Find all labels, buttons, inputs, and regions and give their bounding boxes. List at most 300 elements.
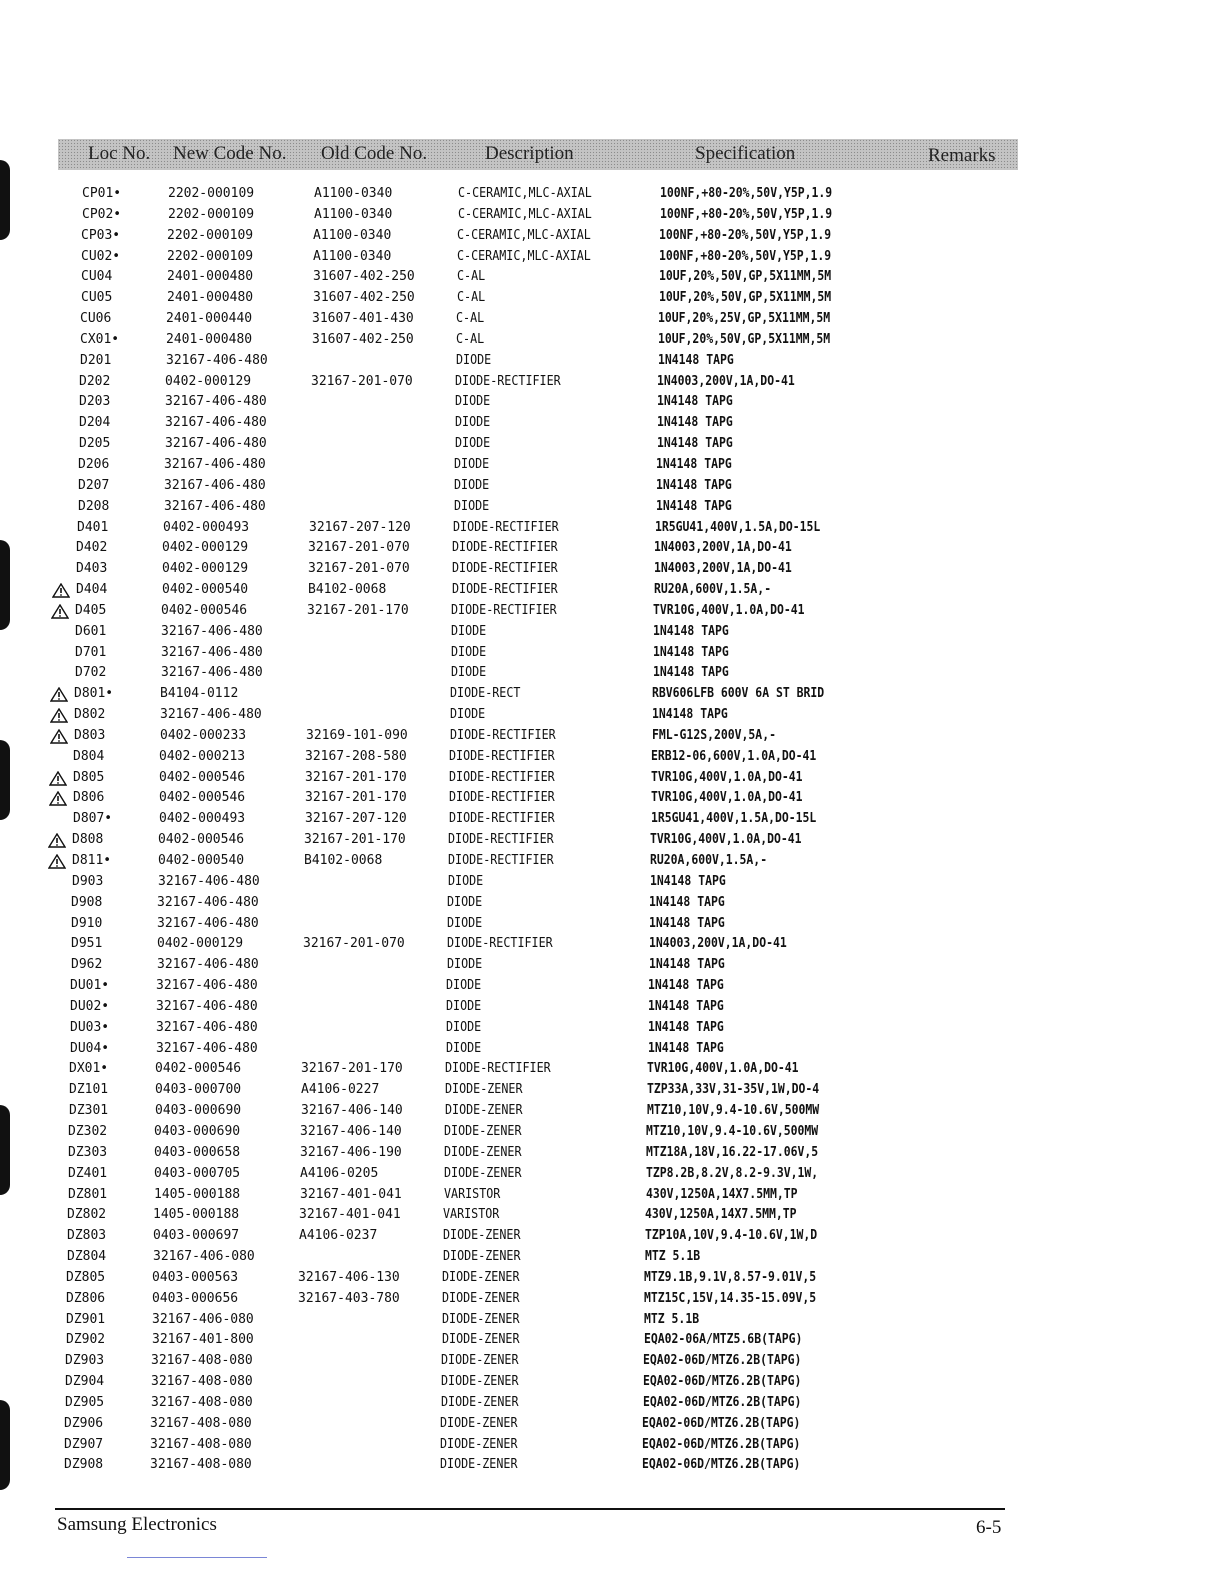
loc-no-cell	[74, 726, 152, 746]
specification-cell: TVR10G,400V,1.0A,DO-41	[653, 602, 805, 618]
specification-cell: 1N4148 TAPG	[652, 707, 728, 723]
specification-cell: TVR10G,400V,1.0A,DO-41	[647, 1061, 799, 1077]
table-row	[0, 288, 1223, 309]
table-row	[0, 518, 1219, 539]
loc-no-cell	[65, 1393, 143, 1413]
loc-no-text: DZ804	[67, 1249, 107, 1265]
description-cell: C-CERAMIC,MLC-AXIAL	[458, 186, 592, 201]
loc-no-text: CP02•	[82, 206, 122, 222]
old-code-cell: 32167-201-070	[311, 373, 413, 389]
new-code-cell: 32167-408-080	[150, 1436, 252, 1452]
loc-no-text: DU04•	[70, 1040, 110, 1056]
new-code-cell: 2401-000480	[167, 290, 254, 306]
loc-no-cell	[72, 851, 150, 871]
new-code-cell: 32167-406-480	[156, 1040, 258, 1056]
table-row	[0, 622, 1217, 643]
loc-no-cell	[69, 1101, 147, 1121]
loc-no-text: D803	[74, 727, 106, 743]
table-row	[0, 601, 1217, 622]
loc-no-text: D802	[74, 707, 106, 723]
loc-no-cell	[82, 184, 160, 204]
loc-no-text: CU05	[81, 290, 113, 306]
old-code-cell: 31607-402-250	[313, 290, 415, 306]
new-code-cell: 0402-000546	[161, 602, 248, 618]
table-row	[0, 934, 1213, 955]
description-cell: C-AL	[457, 290, 486, 306]
loc-no-cell	[80, 351, 158, 371]
loc-no-cell	[73, 788, 151, 808]
specification-cell: EQA02-06D/MTZ6.2B(TAPG)	[643, 1394, 802, 1410]
old-code-cell: A4106-0237	[299, 1228, 378, 1244]
specification-cell: 10UF,20%,50V,GP,5X11MM,5M	[658, 331, 831, 347]
loc-no-cell	[70, 1018, 148, 1038]
new-code-cell: 1405-000188	[153, 1207, 240, 1223]
header-specification: Specification	[695, 143, 796, 164]
table-row	[0, 1101, 1211, 1122]
description-cell: DIODE	[450, 707, 486, 723]
specification-cell: 1N4148 TAPG	[657, 415, 733, 431]
loc-no-cell	[81, 288, 159, 308]
new-code-cell: 32167-406-480	[166, 352, 268, 368]
loc-no-text: D404	[76, 582, 108, 598]
description-cell: DIODE-RECTIFIER	[448, 832, 554, 848]
specification-cell: 100NF,+80-20%,50V,Y5P,1.9	[659, 227, 832, 243]
header-old-code-no: Old Code No.	[321, 143, 428, 164]
loc-no-cell	[64, 1414, 142, 1434]
loc-no-cell	[76, 538, 154, 558]
warning-triangle-icon	[50, 708, 68, 723]
loc-no-cell	[75, 663, 153, 683]
table-row	[0, 788, 1215, 809]
loc-no-cell	[78, 476, 156, 496]
new-code-cell: 0402-000546	[158, 832, 245, 848]
description-cell: DIODE-RECTIFIER	[452, 582, 558, 598]
new-code-cell: 1405-000188	[154, 1186, 241, 1202]
loc-no-text: DZ903	[65, 1353, 105, 1369]
description-cell: DIODE-RECT	[450, 686, 521, 702]
header-remarks: Remarks	[928, 145, 996, 166]
new-code-cell: 0402-000129	[157, 936, 244, 952]
loc-no-text: CX01•	[80, 331, 120, 347]
specification-cell: TZP10A,10V,9.4-10.6V,1W,D	[645, 1228, 818, 1244]
specification-cell: 1N4148 TAPG	[648, 1019, 724, 1035]
table-row	[0, 768, 1215, 789]
new-code-cell: 2401-000480	[167, 269, 254, 285]
table-row	[0, 976, 1212, 997]
page-number: 6-5	[976, 1517, 1002, 1538]
description-cell: DIODE	[451, 644, 487, 660]
specification-cell: TZP33A,33V,31-35V,1W,DO-4	[647, 1082, 820, 1098]
new-code-cell: 32167-406-480	[157, 894, 259, 910]
specification-cell: RU20A,600V,1.5A,-	[654, 582, 772, 598]
specification-cell: ERB12-06,600V,1.0A,DO-41	[651, 748, 817, 764]
table-row	[0, 684, 1216, 705]
loc-no-cell	[70, 976, 148, 996]
table-row	[0, 1039, 1212, 1060]
loc-no-cell	[64, 1435, 142, 1455]
table-row	[0, 1351, 1207, 1372]
description-cell: DIODE-ZENER	[444, 1123, 522, 1139]
loc-no-cell	[79, 434, 157, 454]
loc-no-text: D903	[72, 873, 104, 889]
table-row	[0, 538, 1218, 559]
description-cell: DIODE-ZENER	[441, 1353, 519, 1369]
table-row	[0, 184, 1224, 205]
new-code-cell: 0402-000546	[155, 1061, 242, 1077]
new-code-cell: 0403-000656	[152, 1290, 239, 1306]
table-row	[0, 1310, 1208, 1331]
specification-cell: 1R5GU41,400V,1.5A,DO-15L	[651, 811, 817, 827]
loc-no-text: DZ101	[69, 1082, 109, 1098]
description-cell: DIODE-RECTIFIER	[448, 853, 554, 868]
old-code-cell: 32167-201-170	[307, 602, 409, 618]
old-code-cell: 31607-402-250	[313, 269, 415, 285]
new-code-cell: 0403-000700	[155, 1082, 242, 1098]
specification-cell: 100NF,+80-20%,50V,Y5P,1.9	[660, 186, 833, 201]
old-code-cell: A1100-0340	[313, 227, 392, 243]
specification-cell: 1N4148 TAPG	[656, 498, 732, 514]
specification-cell: MTZ 5.1B	[645, 1249, 701, 1265]
description-cell: DIODE-ZENER	[442, 1269, 520, 1285]
specification-cell: 1N4003,200V,1A,DO-41	[657, 373, 795, 389]
old-code-cell: 32167-403-780	[298, 1290, 400, 1306]
table-row	[0, 455, 1220, 476]
new-code-cell: 32167-406-080	[152, 1311, 254, 1327]
description-cell: DIODE-RECTIFIER	[451, 602, 557, 618]
description-cell: DIODE-ZENER	[445, 1082, 523, 1098]
description-cell: DIODE	[454, 498, 490, 514]
old-code-cell: A1100-0340	[313, 248, 392, 264]
specification-cell: 1N4003,200V,1A,DO-41	[649, 936, 787, 952]
old-code-cell: A4106-0205	[300, 1165, 379, 1181]
loc-no-text: D807•	[73, 811, 113, 827]
table-row	[0, 747, 1215, 768]
specification-cell: 1N4148 TAPG	[653, 644, 729, 660]
loc-no-cell	[74, 684, 152, 704]
loc-no-text: D801•	[74, 686, 114, 702]
table-row	[0, 580, 1218, 601]
specification-cell: 1N4148 TAPG	[653, 623, 729, 639]
description-cell: DIODE	[447, 894, 483, 910]
warning-triangle-icon	[51, 604, 69, 619]
table-row	[0, 226, 1223, 247]
old-code-cell: 31607-402-250	[312, 331, 414, 347]
description-cell: DIODE-RECTIFIER	[449, 748, 555, 764]
footer-company: Samsung Electronics	[57, 1514, 217, 1535]
description-cell: DIODE-RECTIFIER	[449, 811, 555, 827]
description-cell: DIODE-RECTIFIER	[449, 790, 555, 806]
loc-no-cell	[66, 1268, 144, 1288]
description-cell: C-CERAMIC,MLC-AXIAL	[457, 227, 591, 243]
table-row	[0, 1205, 1209, 1226]
new-code-cell: 32167-406-480	[165, 415, 267, 431]
loc-no-cell	[68, 1143, 146, 1163]
old-code-cell: 32167-201-170	[305, 790, 407, 806]
specification-cell: MTZ10,10V,9.4-10.6V,500MW	[647, 1103, 820, 1119]
description-cell: DIODE	[448, 873, 484, 889]
description-cell: DIODE-ZENER	[441, 1394, 519, 1410]
header-description: Description	[485, 143, 574, 164]
description-cell: DIODE-ZENER	[445, 1103, 523, 1119]
table-row	[0, 392, 1221, 413]
warning-triangle-icon	[49, 771, 67, 786]
loc-no-cell	[74, 705, 152, 725]
specification-cell: 1N4148 TAPG	[656, 477, 732, 493]
new-code-cell: 2202-000109	[168, 186, 255, 201]
description-cell: DIODE-RECTIFIER	[452, 561, 558, 577]
warning-triangle-icon	[48, 833, 66, 848]
old-code-cell: B4102-0068	[308, 582, 387, 598]
loc-no-text: DZ902	[66, 1332, 106, 1348]
loc-no-text: D403	[76, 561, 108, 577]
loc-no-cell	[70, 997, 148, 1017]
warning-triangle-icon	[50, 687, 68, 702]
old-code-cell: 32167-201-070	[308, 540, 410, 556]
description-cell: DIODE-ZENER	[441, 1374, 519, 1390]
table-row	[0, 413, 1221, 434]
old-code-cell: 32167-406-140	[300, 1123, 402, 1139]
old-code-cell: 32167-208-580	[305, 748, 407, 764]
loc-no-text: CU02•	[81, 248, 121, 264]
loc-no-cell	[79, 392, 157, 412]
specification-cell: MTZ 5.1B	[644, 1311, 700, 1327]
new-code-cell: 2401-000440	[166, 311, 253, 327]
description-cell: DIODE	[446, 1040, 482, 1056]
loc-no-text: DZ906	[64, 1415, 104, 1431]
old-code-cell: 32167-406-140	[301, 1103, 403, 1119]
loc-no-text: D702	[75, 665, 107, 681]
loc-no-text: D811•	[72, 853, 112, 868]
specification-cell: 10UF,20%,25V,GP,5X11MM,5M	[658, 311, 831, 327]
loc-no-cell	[69, 1059, 147, 1079]
table-row	[0, 663, 1217, 684]
specification-cell: 10UF,20%,50V,GP,5X11MM,5M	[659, 290, 832, 306]
old-code-cell: 32167-201-070	[303, 936, 405, 952]
loc-no-text: DU02•	[70, 998, 110, 1014]
loc-no-text: D806	[73, 790, 105, 806]
new-code-cell: 32167-406-480	[164, 498, 266, 514]
loc-no-text: CP01•	[82, 186, 122, 201]
specification-cell: TVR10G,400V,1.0A,DO-41	[651, 790, 803, 806]
old-code-cell: A4106-0227	[301, 1082, 380, 1098]
description-cell: C-CERAMIC,MLC-AXIAL	[457, 248, 591, 264]
table-row	[0, 1185, 1210, 1206]
table-row	[0, 1247, 1209, 1268]
description-cell: DIODE-RECTIFIER	[452, 540, 558, 556]
loc-no-text: D204	[79, 415, 111, 431]
table-row	[0, 1018, 1212, 1039]
specification-cell: RU20A,600V,1.5A,-	[650, 853, 768, 868]
loc-no-text: DZ401	[68, 1165, 108, 1181]
description-cell: DIODE	[447, 915, 483, 931]
description-cell: DIODE-RECTIFIER	[450, 727, 556, 743]
loc-no-cell	[66, 1330, 144, 1350]
table-row	[0, 997, 1212, 1018]
table-row	[0, 559, 1218, 580]
loc-no-text: DZ908	[64, 1457, 104, 1473]
table-row	[0, 1164, 1210, 1185]
specification-cell: MTZ9.1B,9.1V,8.57-9.01V,5	[644, 1269, 817, 1285]
new-code-cell: 32167-406-480	[164, 477, 266, 493]
specification-cell: 10UF,20%,50V,GP,5X11MM,5M	[659, 269, 832, 285]
new-code-cell: 2401-000480	[166, 331, 253, 347]
warning-triangle-icon	[50, 729, 68, 744]
table-row	[0, 267, 1223, 288]
specification-cell: MTZ18A,18V,16.22-17.06V,5	[646, 1144, 819, 1160]
specification-cell: EQA02-06D/MTZ6.2B(TAPG)	[643, 1353, 802, 1369]
new-code-cell: 0402-000129	[162, 561, 249, 577]
new-code-cell: 32167-408-080	[150, 1415, 252, 1431]
description-cell: VARISTOR	[444, 1186, 501, 1202]
loc-no-cell	[65, 1372, 143, 1392]
loc-no-text: DZ907	[64, 1436, 104, 1452]
new-code-cell: 0403-000705	[154, 1165, 241, 1181]
old-code-cell: 32167-201-170	[301, 1061, 403, 1077]
description-cell: DIODE	[455, 436, 491, 452]
loc-no-cell	[73, 747, 151, 767]
table-row	[0, 809, 1215, 830]
table-row	[0, 872, 1214, 893]
old-code-cell: 32167-401-041	[299, 1207, 401, 1223]
old-code-cell: 32167-401-041	[300, 1186, 402, 1202]
loc-no-cell	[66, 1310, 144, 1330]
table-row	[0, 705, 1216, 726]
new-code-cell: 32167-408-080	[151, 1353, 253, 1369]
new-code-cell: 0402-000546	[159, 769, 246, 785]
specification-cell: 1N4148 TAPG	[648, 1040, 724, 1056]
description-cell: DIODE-ZENER	[440, 1436, 518, 1452]
loc-no-text: D405	[75, 602, 107, 618]
new-code-cell: 0403-000690	[154, 1123, 241, 1139]
loc-no-cell	[78, 455, 156, 475]
new-code-cell: 0402-000540	[162, 582, 249, 598]
loc-no-text: D206	[78, 456, 110, 472]
loc-no-text: DZ803	[67, 1228, 107, 1244]
loc-no-text: D804	[73, 748, 105, 764]
loc-no-text: D962	[71, 957, 103, 973]
specification-cell: EQA02-06D/MTZ6.2B(TAPG)	[642, 1457, 801, 1473]
specification-cell: 1N4148 TAPG	[650, 873, 726, 889]
loc-no-text: D201	[80, 352, 112, 368]
loc-no-text: D910	[71, 915, 103, 931]
table-row	[0, 1455, 1206, 1476]
new-code-cell: 32167-406-080	[153, 1249, 255, 1265]
specification-cell: 1N4148 TAPG	[658, 352, 734, 368]
description-cell: DIODE-ZENER	[442, 1290, 520, 1306]
specification-cell: TVR10G,400V,1.0A,DO-41	[650, 832, 802, 848]
loc-no-text: DZ302	[68, 1123, 108, 1139]
table-row	[0, 330, 1222, 351]
loc-no-cell	[75, 601, 153, 621]
loc-no-text: D401	[77, 519, 109, 535]
table-row	[0, 434, 1221, 455]
table-row	[0, 1393, 1207, 1414]
description-cell: DIODE-ZENER	[440, 1457, 518, 1473]
new-code-cell: 32167-406-480	[160, 707, 262, 723]
loc-no-text: D805	[73, 769, 105, 785]
old-code-cell: A1100-0340	[314, 206, 393, 222]
description-cell: DIODE-RECTIFIER	[445, 1061, 551, 1077]
loc-no-cell	[67, 1226, 145, 1246]
table-row	[0, 1122, 1210, 1143]
loc-no-text: DZ801	[68, 1186, 108, 1202]
specification-cell: 1N4148 TAPG	[648, 998, 724, 1014]
loc-no-text: DZ802	[67, 1207, 107, 1223]
new-code-cell: 32167-408-080	[150, 1457, 252, 1473]
specification-cell: 1N4148 TAPG	[653, 665, 729, 681]
new-code-cell: 32167-401-800	[152, 1332, 254, 1348]
table-row	[0, 1414, 1206, 1435]
specification-cell: 1N4003,200V,1A,DO-41	[654, 561, 792, 577]
loc-no-cell	[67, 1247, 145, 1267]
table-row	[0, 955, 1213, 976]
loc-no-text: CP03•	[81, 227, 121, 243]
table-row	[0, 1080, 1211, 1101]
specification-cell: EQA02-06D/MTZ6.2B(TAPG)	[642, 1415, 801, 1431]
old-code-cell: 32167-207-120	[305, 811, 407, 827]
footer-divider	[55, 1508, 1005, 1510]
table-row	[0, 1330, 1208, 1351]
new-code-cell: 32167-406-480	[158, 873, 260, 889]
loc-no-cell	[69, 1080, 147, 1100]
specification-cell: 1R5GU41,400V,1.5A,DO-15L	[655, 519, 821, 535]
warning-triangle-icon	[48, 854, 66, 869]
description-cell: DIODE-ZENER	[444, 1144, 522, 1160]
new-code-cell: 32167-406-480	[156, 998, 258, 1014]
new-code-cell: 32167-406-480	[165, 436, 267, 452]
new-code-cell: 0402-000129	[165, 373, 252, 389]
description-cell: DIODE-ZENER	[442, 1311, 520, 1327]
bottom-rule	[127, 1557, 267, 1558]
header-loc-no: Loc No.	[88, 143, 151, 164]
description-cell: DIODE-ZENER	[442, 1332, 520, 1348]
new-code-cell: 32167-408-080	[151, 1394, 253, 1410]
table-row	[0, 205, 1224, 226]
loc-no-text: CU06	[80, 311, 112, 327]
loc-no-cell	[72, 830, 150, 850]
loc-no-cell	[77, 518, 155, 538]
loc-no-cell	[73, 768, 151, 788]
description-cell: DIODE	[446, 998, 482, 1014]
loc-no-cell	[81, 226, 159, 246]
table-row	[0, 893, 1213, 914]
loc-no-cell	[67, 1205, 145, 1225]
new-code-cell: 32167-408-080	[151, 1374, 253, 1390]
loc-no-text: D908	[71, 894, 103, 910]
description-cell: DIODE-ZENER	[443, 1228, 521, 1244]
warning-triangle-icon	[49, 791, 67, 806]
description-cell: DIODE	[451, 665, 487, 681]
table-header	[58, 139, 1018, 170]
specification-cell: EQA02-06D/MTZ6.2B(TAPG)	[643, 1374, 802, 1390]
loc-no-cell	[68, 1185, 146, 1205]
loc-no-cell	[80, 309, 158, 329]
loc-no-cell	[71, 914, 149, 934]
table-row	[0, 914, 1213, 935]
specification-cell: MTZ10,10V,9.4-10.6V,500MW	[646, 1123, 819, 1139]
description-cell: C-CERAMIC,MLC-AXIAL	[458, 206, 592, 222]
description-cell: DIODE	[446, 978, 482, 994]
old-code-cell: B4102-0068	[304, 853, 383, 868]
loc-no-text: D951	[71, 936, 103, 952]
new-code-cell: 32167-406-480	[156, 1019, 258, 1035]
old-code-cell: 32167-201-070	[308, 561, 410, 577]
description-cell: DIODE	[455, 415, 491, 431]
loc-no-text: D601	[75, 623, 107, 639]
loc-no-text: D808	[72, 832, 104, 848]
specification-cell: 100NF,+80-20%,50V,Y5P,1.9	[659, 248, 832, 264]
old-code-cell: 32167-406-130	[298, 1269, 400, 1285]
